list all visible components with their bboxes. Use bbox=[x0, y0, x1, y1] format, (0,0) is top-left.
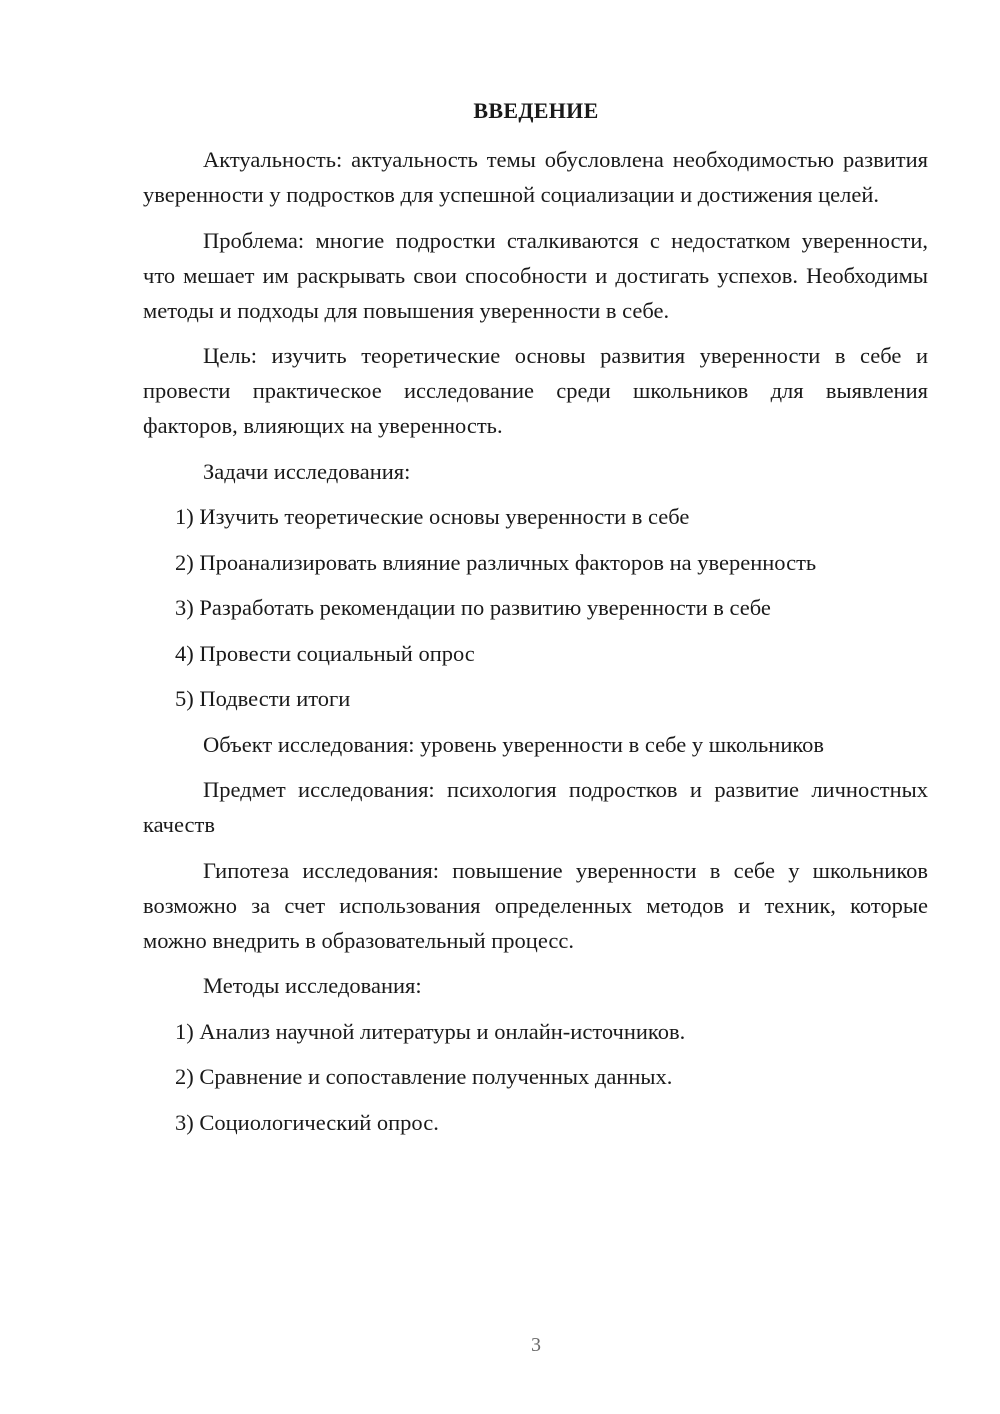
method-item: 1) Анализ научной литературы и онлайн-источников. bbox=[175, 1018, 686, 1044]
subject-paragraph: Предмет исследования: психология подростков и развитие личностных качеств bbox=[143, 777, 928, 837]
method-item: 3) Социологический опрос. bbox=[175, 1109, 439, 1135]
task-item: 1) Изучить теоретические основы уверенности в себе bbox=[175, 504, 690, 529]
tasks-heading: Задачи исследования: bbox=[203, 458, 411, 484]
task-item: 3) Разработать рекомендации по развитию уверенности в себе bbox=[175, 595, 771, 620]
object-paragraph: Объект исследования: уровень уверенности в себе у школьников bbox=[203, 731, 825, 757]
task-item: 4) Провести социальный опрос bbox=[175, 640, 475, 666]
task-item: 2) Проанализировать влияние различных факторов на уверенность bbox=[175, 549, 817, 575]
goal-paragraph: Цель: изучить теоретические основы развития уверенности в себе и провести практическое исследование среди школьников для выявления факторов, влияющих на уверенность. bbox=[143, 343, 928, 438]
method-item: 2) Сравнение и сопоставление полученных данных. bbox=[175, 1064, 673, 1089]
task-item: 5) Подвести итоги bbox=[175, 686, 351, 711]
page-number: 3 bbox=[531, 1334, 541, 1356]
hypothesis-paragraph: Гипотеза исследования: повышение уверенности в себе у школьников возможно за счет использования определенных методов и техник, которые можно внедрить в образовательный процесс. bbox=[143, 857, 928, 953]
methods-heading: Методы исследования: bbox=[203, 973, 422, 998]
document-body bbox=[143, 142, 928, 1150]
problem-paragraph: Проблема: многие подростки сталкиваются с недостатком уверенности, что мешает им раскрывать свои способности и достигать успехов. Необходимы методы и подходы для повышения уверенности в себе. bbox=[143, 227, 928, 323]
relevance-paragraph: Актуальность: актуальность темы обусловлена необходимостью развития уверенности у подростков для успешной социализации и достижения целей. bbox=[143, 147, 928, 207]
page-title: ВВЕДЕНИЕ bbox=[473, 98, 599, 123]
